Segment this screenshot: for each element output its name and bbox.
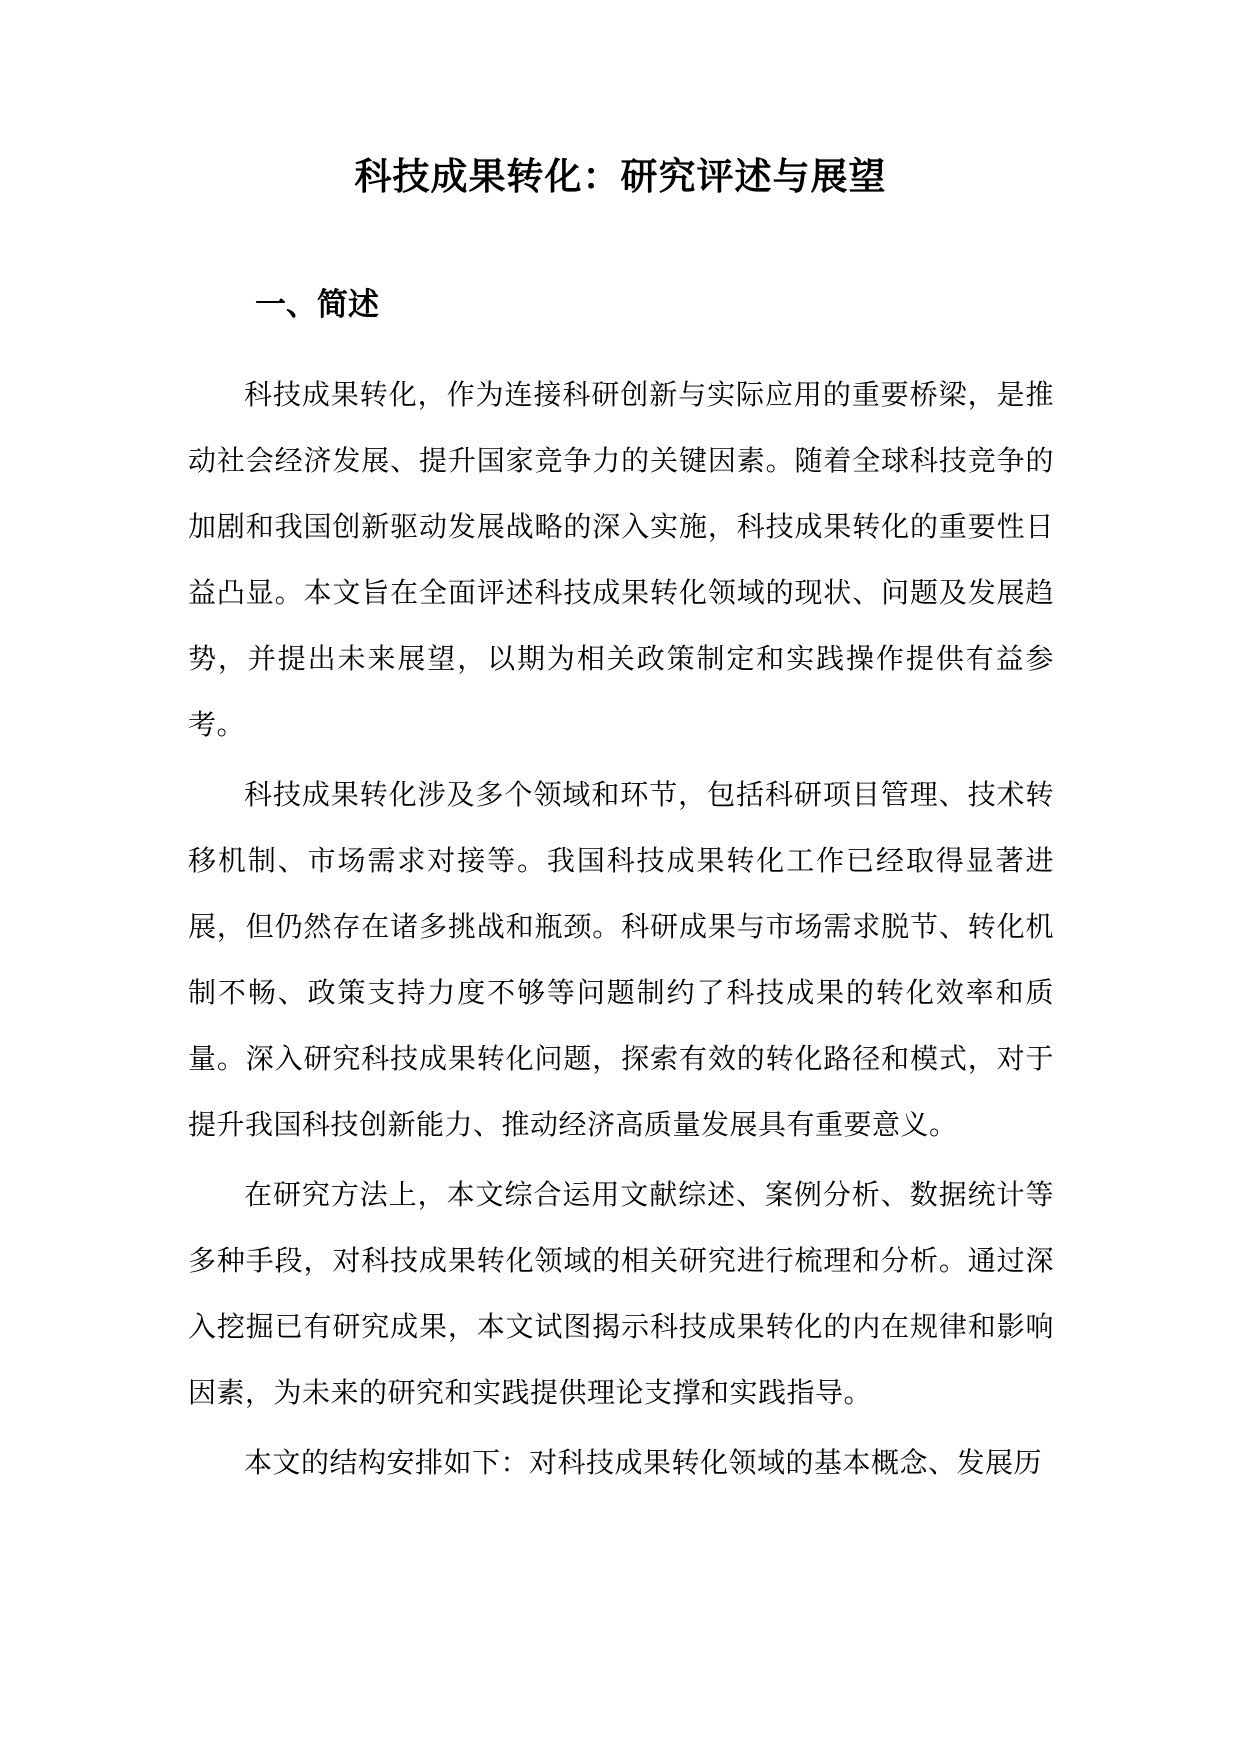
section-heading: 一、简述: [255, 287, 379, 323]
paragraph: 本文的结构安排如下：对科技成果转化领域的基本概念、发展历: [244, 1446, 1043, 1479]
paragraph: 科技成果转化，作为连接科研创新与实际应用的重要桥梁，是推动社会经济发展、提升国家竞争力的关键因素。随着全球科技竞争的加剧和我国创新驱动发展战略的深入实施，科技成果转化的重要性日益凸显。本文旨在全面评述科技成果转化领域的现状、问题及发展趋势，并提出未来展望，以期为相关政策制定和实践操作提供有益参考。: [188, 378, 1054, 741]
paragraph: 科技成果转化涉及多个领域和环节，包括科研项目管理、技术转移机制、市场需求对接等。我国科技成果转化工作已经取得显著进展，但仍然存在诸多挑战和瓶颈。科研成果与市场需求脱节、转化机制不畅、政策支持力度不够等问题制约了科技成果的转化效率和质量。深入研究科技成果转化问题，探索有效的转化路径和模式，对于提升我国科技创新能力、推动经济高质量发展具有重要意义。: [188, 778, 1054, 1141]
document-title: 科技成果转化：研究评述与展望: [354, 154, 887, 198]
paragraph: 在研究方法上，本文综合运用文献综述、案例分析、数据统计等多种手段，对科技成果转化领域的相关研究进行梳理和分析。通过深入挖掘已有研究成果，本文试图揭示科技成果转化的内在规律和影响因素，为未来的研究和实践提供理论支撑和实践指导。: [188, 1178, 1054, 1409]
section-body: [188, 362, 1054, 1496]
